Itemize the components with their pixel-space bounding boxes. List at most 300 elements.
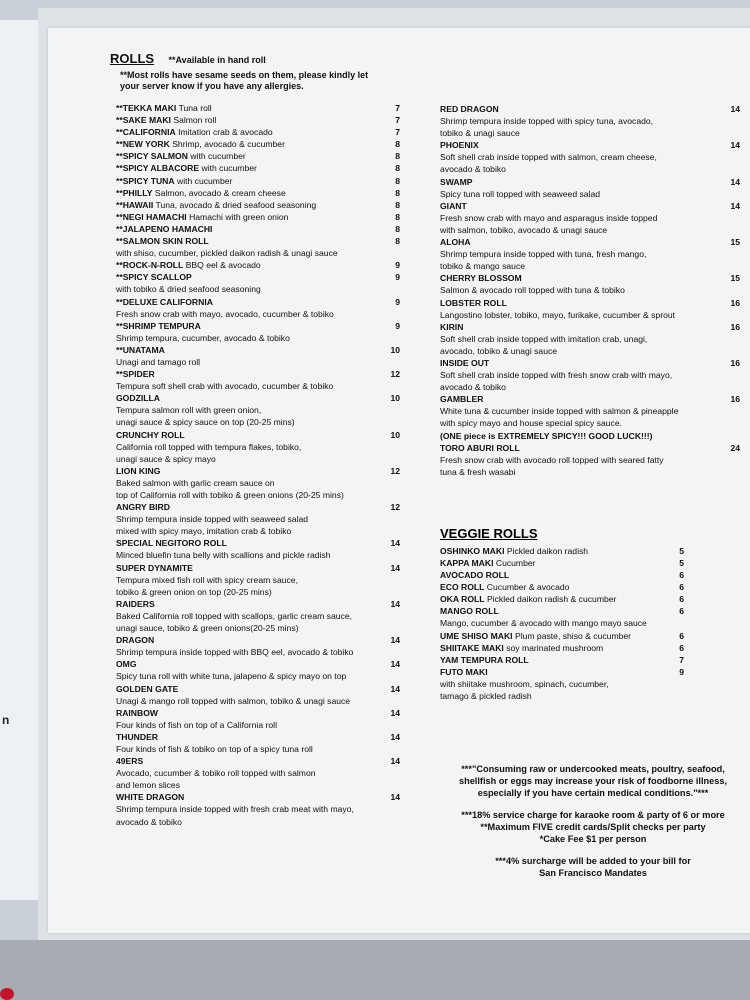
menu-item-description: Shrimp tempura inside topped with fresh crab meat with mayo, — [116, 804, 354, 815]
menu-item-description: top of California roll with tobiko & green onions (20-25 mins) — [116, 490, 344, 500]
menu-item-description: Cucumber — [495, 558, 536, 568]
menu-item-description: Four kinds of fish on top of a California roll — [116, 719, 277, 730]
menu-item — [110, 525, 400, 537]
surcharge-line: San Francisco Mandates — [539, 868, 647, 878]
hand-roll-note: **Available in hand roll — [168, 55, 266, 65]
menu-item-name: GOLDEN GATE — [116, 683, 179, 694]
menu-item-description: Spicy tuna roll with white tuna, jalapeno & spicy mayo on top — [116, 671, 347, 682]
menu-item-price: 10 — [390, 393, 400, 404]
menu-item-description: Unagi and tamago roll — [116, 356, 201, 367]
menu-footer — [428, 763, 750, 879]
menu-item-description: Salmon & avocado roll topped with tuna & tobiko — [440, 285, 625, 296]
menu-item-description: mixed with spicy mayo, imitation crab & tobiko — [116, 526, 292, 537]
menu-item-description: Shrimp tempura, cucumber, avocado & tobiko — [116, 332, 290, 343]
menu-item — [110, 356, 400, 368]
rolls-list — [110, 102, 400, 828]
menu-item-description: Soft shell crab inside topped with imitation crab, unagi, — [440, 333, 648, 344]
menu-item-description: Minced bluefin tuna belly with scallions and pickle radish — [116, 550, 331, 561]
menu-item-description: Shrimp tempura inside topped with seaweed salad — [116, 514, 309, 525]
menu-item-price: 14 — [390, 538, 400, 549]
menu-item — [110, 429, 400, 441]
menu-item-name: MANGO ROLL — [440, 606, 499, 617]
menu-item — [440, 605, 740, 617]
menu-item — [440, 417, 740, 429]
menu-item-price: 9 — [395, 260, 400, 271]
menu-item-name: PHOENIX — [440, 140, 479, 151]
menu-item — [110, 562, 400, 574]
menu-item — [110, 162, 400, 174]
menu-item-name: **SPICY SALMON — [116, 151, 188, 162]
menu-item-description: Tempura mixed fish roll with spicy cream sauce, — [116, 574, 298, 585]
credit-card-note: **Maximum FIVE credit cards/Split checks per party — [480, 822, 706, 832]
menu-item — [440, 466, 740, 478]
menu-item-price: 8 — [395, 187, 400, 198]
menu-item-price: 9 — [395, 320, 400, 331]
menu-item-description: with cucumber — [176, 175, 233, 186]
menu-item-name: INSIDE OUT — [440, 357, 490, 368]
menu-item-name: **PHILLY — [116, 187, 153, 198]
menu-item — [440, 369, 740, 381]
menu-item — [440, 454, 740, 466]
menu-item-description: White tuna & cucumber inside topped with salmon & pineapple — [440, 406, 679, 417]
warning-line: shellfish or eggs may increase your risk of foodborne illness, — [458, 776, 728, 786]
menu-item-description: Tempura soft shell crab with avocado, cucumber & tobiko — [116, 381, 334, 392]
red-object — [0, 988, 14, 1000]
menu-item — [110, 707, 400, 719]
menu-item-name: **SALMON SKIN ROLL — [116, 236, 209, 247]
menu-item — [440, 381, 740, 393]
menu-item-description: unagi sauce & spicy sauce on top (20-25 mins) — [116, 417, 295, 428]
menu-item — [110, 199, 400, 211]
menu-item-name: **DELUXE CALIFORNIA — [116, 296, 213, 307]
menu-item-description: Unagi & mango roll topped with salmon, tobiko & unagi sauce — [116, 695, 351, 706]
menu-item-description: Cucumber & avocado — [486, 582, 570, 593]
menu-item — [110, 187, 400, 199]
menu-item-price: 12 — [390, 369, 400, 380]
menu-item-price: 12 — [390, 502, 400, 513]
menu-item-price: 16 — [730, 297, 740, 308]
menu-item — [110, 332, 400, 344]
menu-item-price: 24 — [730, 442, 740, 453]
menu-item — [110, 138, 400, 150]
menu-item-name: OKA ROLL — [440, 594, 485, 605]
menu-item-name: GIANT — [440, 200, 467, 211]
menu-item-price: 6 — [679, 570, 684, 581]
menu-item-name: **CALIFORNIA — [116, 127, 176, 138]
menu-item-description: with cucumber — [201, 163, 257, 174]
menu-item-price: 14 — [390, 635, 400, 646]
menu-item-description: tobiko & mango sauce — [440, 261, 526, 272]
menu-item-description: BBQ eel & avocado — [185, 260, 261, 271]
menu-item-name: **UNATAMA — [116, 344, 165, 355]
menu-item — [110, 779, 400, 791]
menu-item-description: Plum paste, shiso & cucumber — [514, 630, 632, 641]
menu-item — [110, 622, 400, 634]
menu-item-description: Pickled daikon radish & cucumber — [486, 594, 617, 605]
menu-item-price: 8 — [395, 199, 400, 210]
menu-item-description: Spicy tuna roll topped with seaweed salad — [440, 188, 601, 199]
menu-item-name: AVOCADO ROLL — [440, 570, 510, 581]
menu-item-name: RAINBOW — [116, 707, 159, 718]
menu-item-name: RAIDERS — [116, 598, 155, 609]
menu-item — [110, 465, 400, 477]
policy-notes — [428, 809, 750, 845]
menu-item — [440, 127, 740, 139]
menu-item — [110, 634, 400, 646]
service-charge-note: ***18% service charge for karaoke room & party of 6 or more — [461, 810, 725, 820]
menu-item-name: SPECIAL NEGITORO ROLL — [116, 538, 227, 549]
menu-item — [440, 345, 740, 357]
menu-item-name: THUNDER — [116, 731, 159, 742]
menu-item-price: 6 — [679, 606, 684, 617]
menu-item-name: **SPIDER — [116, 369, 155, 380]
adjacent-page-text: n — [2, 713, 10, 727]
menu-item-name: LOBSTER ROLL — [440, 297, 507, 308]
menu-item — [440, 284, 740, 296]
menu-item — [110, 392, 400, 404]
menu-item — [440, 176, 740, 188]
menu-item-name: **SPICY SCALLOP — [116, 272, 192, 283]
menu-item — [440, 200, 740, 212]
veggie-rolls-list — [440, 545, 740, 702]
menu-item — [110, 598, 400, 610]
menu-item — [110, 683, 400, 695]
menu-item-name: SUPER DYNAMITE — [116, 562, 193, 573]
menu-item — [110, 586, 400, 598]
menu-item — [110, 223, 400, 235]
menu-item — [110, 743, 400, 755]
adjacent-menu-page — [0, 20, 43, 900]
menu-item-description: Langostino lobster, tobiko, mayo, furikake, cucumber & sprout — [440, 309, 676, 320]
menu-item — [110, 271, 400, 283]
menu-item-description: Salmon, avocado & cream cheese — [154, 187, 286, 198]
menu-item-name: **TEKKA MAKI — [116, 103, 177, 113]
menu-item — [110, 150, 400, 162]
menu-item — [110, 574, 400, 586]
menu-item-name: KIRIN — [440, 321, 464, 332]
menu-item — [440, 405, 740, 417]
menu-item-description: and lemon slices — [116, 780, 181, 791]
menu-item-price: 7 — [679, 654, 684, 665]
menu-item — [110, 646, 400, 658]
menu-item — [110, 767, 400, 779]
menu-item — [440, 442, 740, 454]
menu-item — [110, 501, 400, 513]
menu-item — [440, 309, 740, 321]
rolls-title: ROLLS — [110, 51, 155, 66]
menu-item — [440, 666, 740, 678]
menu-item — [110, 368, 400, 380]
menu-item-name: OSHINKO MAKI — [440, 545, 505, 556]
menu-item-name: (ONE piece is EXTREMELY SPICY!!! GOOD LUCK!!!) — [440, 430, 653, 441]
menu-item-description: Shrimp tempura inside topped with BBQ eel, avocado & tobiko — [116, 647, 354, 658]
menu-item — [440, 545, 740, 557]
menu-item-description: Baked California roll topped with scallops, garlic cream sauce, — [116, 610, 352, 621]
menu-item — [110, 695, 400, 707]
menu-item — [110, 380, 400, 392]
menu-item-name: GAMBLER — [440, 394, 484, 405]
menu-item-description: Avocado, cucumber & tobiko roll topped with salmon — [116, 768, 316, 779]
menu-item-price: 8 — [395, 236, 400, 247]
menu-item-description: with salmon, tobiko, avocado & unagi sauce — [440, 224, 608, 235]
menu-item — [110, 235, 400, 247]
menu-item-price: 14 — [390, 707, 400, 718]
menu-item-price: 7 — [395, 115, 400, 126]
menu-item — [110, 489, 400, 501]
surcharge-note — [428, 855, 750, 879]
menu-item — [440, 617, 740, 629]
menu-item — [110, 308, 400, 320]
menu-item — [110, 247, 400, 259]
menu-item-name: **SAKE MAKI — [116, 115, 171, 126]
menu-item-name: **HAWAII — [116, 199, 154, 210]
menu-item-price: 16 — [730, 321, 740, 332]
warning-line: especially if you have certain medical conditions."*** — [477, 788, 709, 798]
menu-item — [110, 658, 400, 670]
menu-item — [110, 320, 400, 332]
menu-item-name: **NEW YORK — [116, 139, 170, 150]
surcharge-line: ***4% surcharge will be added to your bill for — [495, 856, 691, 866]
menu-item-price: 14 — [390, 731, 400, 742]
menu-item — [110, 344, 400, 356]
menu-item — [110, 175, 400, 187]
menu-item — [440, 430, 740, 442]
menu-item-description: Pickled daikon radish — [506, 545, 589, 556]
menu-item-name: KAPPA MAKI — [440, 558, 494, 568]
rolls-column — [110, 50, 400, 828]
menu-item — [440, 654, 740, 666]
menu-item-description: Baked salmon with garlic cream sauce on — [116, 477, 275, 488]
menu-item — [110, 537, 400, 549]
menu-item — [440, 321, 740, 333]
menu-item-price: 6 — [679, 582, 684, 593]
menu-item-price: 5 — [679, 558, 684, 568]
menu-item — [440, 139, 740, 151]
menu-item-name: **NEGI HAMACHI — [116, 211, 187, 222]
menu-item — [440, 357, 740, 369]
menu-item-name: CRUNCHY ROLL — [116, 429, 185, 440]
menu-item-description: unagi sauce & spicy mayo — [116, 453, 216, 464]
menu-item-price: 14 — [730, 104, 740, 114]
menu-item-price: 9 — [679, 666, 684, 677]
menu-item — [440, 557, 740, 569]
menu-item-price: 12 — [390, 465, 400, 476]
menu-item-description: Salmon roll — [173, 115, 217, 126]
menu-item-price: 6 — [679, 642, 684, 653]
menu-item — [110, 477, 400, 489]
menu-item — [110, 211, 400, 223]
menu-item-price: 14 — [390, 756, 400, 767]
menu-item-description: with shiitake mushroom, spinach, cucumber, — [440, 678, 609, 689]
menu-item — [110, 549, 400, 561]
menu-item-price: 16 — [730, 357, 740, 368]
menu-item-price: 8 — [395, 223, 400, 234]
menu-item — [110, 259, 400, 271]
menu-item-description: California roll topped with tempura flakes, tobiko, — [116, 441, 302, 452]
menu-item — [440, 393, 740, 405]
menu-item — [440, 593, 740, 605]
menu-item — [110, 610, 400, 622]
menu-item-price: 7 — [395, 103, 400, 113]
menu-item-description: Tuna roll — [178, 103, 212, 113]
menu-item — [110, 803, 400, 815]
menu-item-price: 8 — [395, 139, 400, 150]
warning-line: ***"Consuming raw or undercooked meats, poultry, seafood, — [461, 764, 725, 774]
menu-item-price: 6 — [679, 630, 684, 641]
menu-item-price: 9 — [395, 296, 400, 307]
menu-item-name: WHITE DRAGON — [116, 792, 185, 803]
sesame-note: **Most rolls have sesame seeds on them, please kindly let your server know if you have any allergies. — [120, 70, 369, 91]
menu-item-price: 14 — [730, 200, 740, 211]
menu-item-description: Fresh snow crab with mayo and asparagus inside topped — [440, 212, 658, 223]
menu-item-price: 14 — [730, 140, 740, 151]
menu-item — [440, 151, 740, 163]
menu-item — [110, 731, 400, 743]
menu-item — [440, 272, 740, 284]
menu-item — [440, 236, 740, 248]
menu-item — [110, 791, 400, 803]
menu-item-price: 15 — [730, 237, 740, 248]
menu-item-price: 6 — [679, 594, 684, 605]
specials-list — [440, 103, 740, 478]
menu-item-price: 16 — [730, 394, 740, 405]
menu-item-name: ANGRY BIRD — [116, 502, 170, 513]
menu-item-price: 8 — [395, 175, 400, 186]
menu-item-price: 15 — [730, 273, 740, 284]
menu-item-name: GODZILLA — [116, 393, 160, 404]
menu-item-name: SWAMP — [440, 176, 473, 187]
menu-item-description: tamago & pickled radish — [440, 691, 532, 702]
menu-item-description: tobiko & green onion on top (20-25 mins) — [116, 586, 272, 597]
menu-item-description: Shrimp, avocado & cucumber — [172, 139, 285, 150]
menu-item — [110, 441, 400, 453]
menu-item-name: **SHRIMP TEMPURA — [116, 320, 201, 331]
menu-item-name: **SPICY TUNA — [116, 175, 175, 186]
menu-item-price: 10 — [390, 429, 400, 440]
menu-item-description: unagi sauce, tobiko & green onions(20-25 mins) — [116, 623, 299, 634]
menu-item-price: 10 — [390, 344, 400, 355]
menu-item-description: Shrimp tempura inside topped with tuna, fresh mango, — [440, 249, 647, 260]
menu-item-name: LION KING — [116, 465, 161, 476]
menu-item — [110, 296, 400, 308]
menu-item — [440, 224, 740, 236]
menu-item-name: CHERRY BLOSSOM — [440, 273, 522, 284]
menu-item-price: 14 — [390, 659, 400, 670]
menu-item-name: ALOHA — [440, 237, 471, 248]
menu-item-description: Soft shell crab inside topped with salmon, cream cheese, — [440, 152, 657, 163]
menu-item-description: Fresh snow crab with mayo, avocado, cucumber & tobiko — [116, 308, 334, 319]
menu-item-price: 7 — [395, 127, 400, 138]
menu-item-price: 14 — [390, 792, 400, 803]
menu-item-description: Four kinds of fish & tobiko on top of a spicy tuna roll — [116, 743, 313, 754]
menu-item-name: UME SHISO MAKI — [440, 630, 513, 641]
menu-item-description: avocado, tobiko & unagi sauce — [440, 345, 558, 356]
menu-item — [440, 333, 740, 345]
menu-item — [110, 416, 400, 428]
menu-item-name: FUTO MAKI — [440, 666, 488, 677]
menu-item-name: TORO ABURI ROLL — [440, 442, 520, 453]
menu-item-description: with spicy mayo and house special spicy sauce. — [440, 418, 622, 429]
menu-item — [110, 719, 400, 731]
menu-item-name: **SPICY ALBACORE — [116, 163, 200, 174]
menu-item-description: soy marinated mushroom — [506, 642, 604, 653]
menu-item-price: 14 — [390, 562, 400, 573]
specials-column — [440, 103, 740, 702]
menu-item — [440, 569, 740, 581]
cake-fee-note: *Cake Fee $1 per person — [539, 834, 647, 844]
menu-item — [110, 513, 400, 525]
menu-item-name: **JALAPENO HAMACHI — [116, 223, 213, 234]
menu-item-price: 14 — [730, 176, 740, 187]
menu-item-description: Imitation crab & avocado — [178, 127, 273, 138]
menu-item — [440, 297, 740, 309]
raw-food-warning — [428, 763, 750, 799]
menu-item-description: avocado & tobiko — [440, 382, 506, 393]
menu-item — [110, 755, 400, 767]
menu-item — [110, 283, 400, 295]
menu-item-name: OMG — [116, 659, 137, 670]
menu-item — [440, 642, 740, 654]
menu-item — [440, 690, 740, 702]
menu-item-description: Tempura salmon roll with green onion, — [116, 405, 262, 416]
menu-item — [440, 115, 740, 127]
menu-item — [440, 103, 740, 115]
table-surface — [0, 940, 750, 1000]
menu-item-description: Hamachi with green onion — [189, 211, 289, 222]
menu-item — [440, 260, 740, 272]
menu-item — [440, 678, 740, 690]
menu-item-name: DRAGON — [116, 635, 155, 646]
menu-item-price: 9 — [395, 272, 400, 283]
menu-item-name: **ROCK-N-ROLL — [116, 260, 184, 271]
veggie-rolls-title: VEGGIE ROLLS — [440, 525, 538, 541]
menu-item-description: Shrimp tempura inside topped with spicy tuna, avocado, — [440, 116, 654, 127]
menu-item — [110, 114, 400, 126]
menu-item — [440, 212, 740, 224]
menu-item-description: avocado & tobiko — [116, 816, 182, 827]
menu-item — [440, 248, 740, 260]
menu-item — [110, 404, 400, 416]
menu-item-description: with tobiko & dried seafood seasoning — [116, 284, 261, 295]
menu-item — [110, 126, 400, 138]
menu-item-name: SHIITAKE MAKI — [440, 642, 504, 653]
menu-item — [440, 630, 740, 642]
menu-item-price: 14 — [390, 598, 400, 609]
menu-item-name: ECO ROLL — [440, 582, 485, 593]
menu-item — [440, 188, 740, 200]
menu-item-description: Mango, cucumber & avocado with mango mayo sauce — [440, 618, 647, 629]
menu-item-description: tobiko & unagi sauce — [440, 128, 520, 139]
menu-item-price: 8 — [395, 163, 400, 174]
menu-item-description: Fresh snow crab with avocado roll topped with seared fatty — [440, 454, 664, 465]
menu-item — [110, 102, 400, 114]
menu-item — [110, 816, 400, 828]
menu-item-description: Tuna, avocado & dried seafood seasoning — [155, 199, 317, 210]
menu-item-price: 5 — [679, 545, 684, 556]
menu-item-description: tuna & fresh wasabi — [440, 466, 516, 477]
menu-item-price: 8 — [395, 151, 400, 162]
menu-item-price: 14 — [390, 683, 400, 694]
menu-item-name: RED DRAGON — [440, 104, 499, 114]
menu-item — [110, 670, 400, 682]
menu-item — [110, 453, 400, 465]
menu-item-price: 8 — [395, 211, 400, 222]
menu-item-name: 49ERS — [116, 756, 144, 767]
menu-item-description: Soft shell crab inside topped with fresh snow crab with mayo, — [440, 370, 673, 381]
menu-item-name: YAM TEMPURA ROLL — [440, 654, 529, 665]
menu-item — [440, 163, 740, 175]
menu-item — [440, 581, 740, 593]
